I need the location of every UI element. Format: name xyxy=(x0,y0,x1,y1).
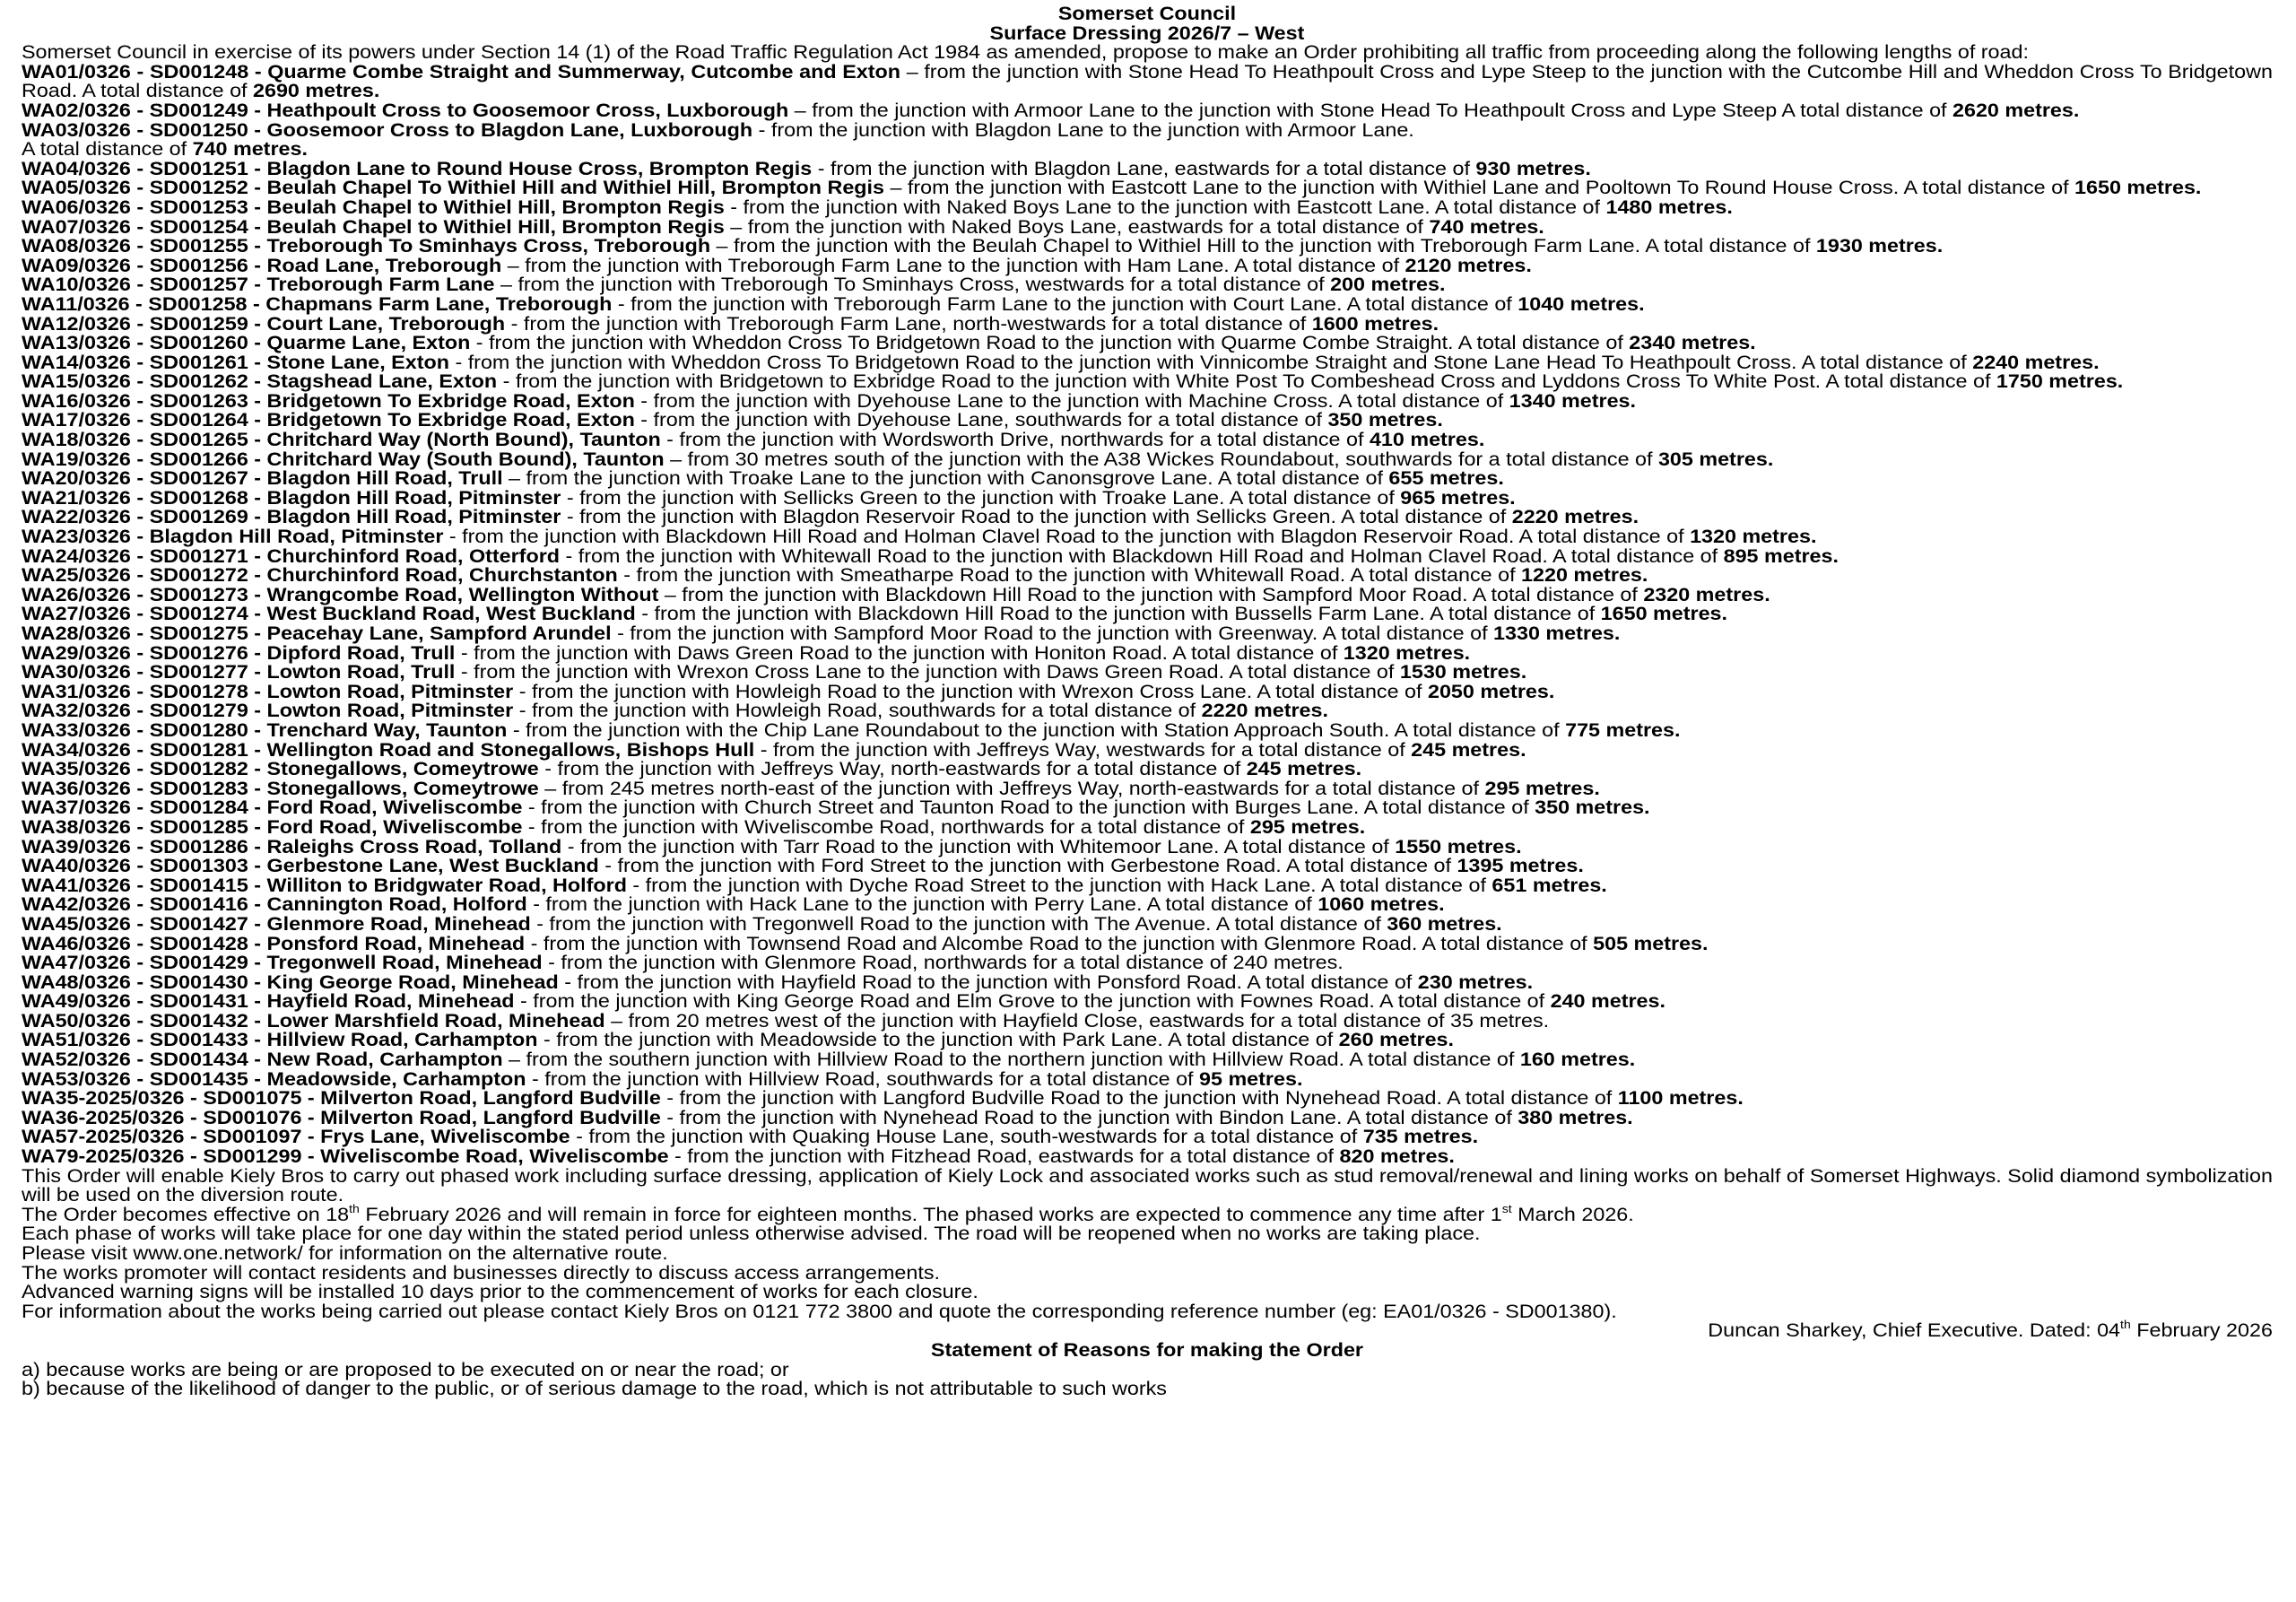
closure-distance: 350 metres xyxy=(1327,408,1438,431)
closure-distance: 1340 metres xyxy=(1509,388,1631,412)
closure-end-punctuation: . xyxy=(1726,195,1733,218)
closure-reference: WA51/0326 - SD001433 - Hillview Road, Carhampton xyxy=(22,1028,538,1051)
closure-entry xyxy=(22,507,2273,527)
closure-description: - from the junction with Howleigh Road, southwards for a total distance of xyxy=(513,699,1202,722)
closure-end-punctuation: . xyxy=(1750,331,1756,354)
closure-reference: WA40/0326 - SD001303 - Gerbestone Lane, West Buckland xyxy=(22,854,599,877)
closure-description: - from the junction with Church Street and Taunton Road to the junction with Burges Lane. A total distance of xyxy=(522,796,1535,819)
closure-end-punctuation: . xyxy=(1472,1125,1479,1148)
closure-entry xyxy=(22,236,2273,256)
closure-distance: 95 metres xyxy=(1199,1067,1297,1090)
closure-end-punctuation: . xyxy=(1641,563,1648,587)
closure-end-punctuation: . xyxy=(1464,640,1471,664)
closure-distance: 1550 metres xyxy=(1395,834,1517,858)
closure-entry xyxy=(22,449,2273,469)
closure-reference: WA15/0326 - SD001262 - Stagshead Lane, Exton xyxy=(22,370,498,393)
closure-distance: 410 metres xyxy=(1369,428,1479,451)
closure-reference: WA33/0326 - SD001280 - Trenchard Way, Taunton xyxy=(22,718,508,741)
closure-distance: 2220 metres xyxy=(1201,699,1323,722)
closure-description: - from the junction with Naked Boys Lane to the junction with Eastcott Lane. A total distance of xyxy=(724,195,1606,218)
closure-distance: 930 metres xyxy=(1475,156,1586,179)
closure-description: - from the junction with Daws Green Road to the junction with Honiton Road. A total distance of xyxy=(455,640,1344,664)
closure-entry xyxy=(22,911,2273,935)
closure-entry xyxy=(22,1088,2273,1108)
signature-line xyxy=(22,1320,2273,1340)
closure-description: - from the junction with Wheddon Cross To Bridgetown Road to the junction with Quarme Combe Straight. A total distance of xyxy=(470,331,1630,354)
reasons-heading: Statement of Reasons for making the Order xyxy=(930,1337,1364,1361)
closure-entry xyxy=(22,214,2273,238)
closure-end-punctuation: . xyxy=(2117,370,2124,393)
closure-entry xyxy=(22,294,2273,314)
closure-description: - from the junction with Jeffreys Way, westwards for a total distance of xyxy=(754,737,1412,761)
closure-distance: 1100 metres xyxy=(1617,1086,1738,1110)
closure-entry xyxy=(22,485,2273,509)
closure-distance: 1930 metres xyxy=(1815,234,1937,257)
closure-entry xyxy=(22,311,2273,335)
closure-distance: 245 metres xyxy=(1246,757,1356,780)
closure-description: - from the junction with Wiveliscombe Road, northwards for a total distance of xyxy=(522,814,1250,838)
effective-sup-2: st xyxy=(1501,1201,1512,1215)
closure-distance: 1220 metres xyxy=(1521,563,1642,587)
closure-distance: 295 metres xyxy=(1484,776,1595,799)
closure-description: - from the junction with Hack Lane to the junction with Perry Lane. A total distance of xyxy=(526,892,1318,916)
closure-entry xyxy=(22,759,2273,779)
closure-reference: WA18/0326 - SD001265 - Chritchard Way (North Bound), Taunton xyxy=(22,428,661,451)
closure-reference: WA23/0326 - Blagdon Hill Road, Pitminster xyxy=(22,525,444,548)
closure-end-punctuation: . xyxy=(1516,834,1522,858)
closure-end-punctuation: . xyxy=(1509,485,1516,509)
closure-description: - from the junction with Meadowside to the junction with Park Lane. A total distance of xyxy=(537,1028,1339,1051)
closure-description: – from 30 metres south of the junction with the A38 Wickes Roundabout, southwards for a total distance of xyxy=(664,447,1658,470)
closure-description: – from the junction with Stone Head To Heathpoult Cross and Lype Steep to the junction with the Cutcombe Hill and Wheddon Cross To Bridgetown Road. A total distance of xyxy=(22,59,2273,102)
contact-paragraph: For information about the works being carried out please contact Kiely Bros on 0121 772 3800 and quote the corresponding reference number (eg: EA01/0326 - SD001380). xyxy=(22,1299,1617,1322)
closure-distance: 820 metres xyxy=(1339,1145,1449,1168)
closure-entry xyxy=(22,59,2273,102)
closure-entry xyxy=(22,797,2273,817)
closure-end-punctuation: . xyxy=(1496,911,1502,935)
closure-entry xyxy=(22,834,2273,858)
closure-reference: WA35-2025/0326 - SD001075 - Milverton Road, Langford Budville xyxy=(22,1086,661,1110)
closure-distance: 895 metres xyxy=(1723,544,1833,567)
visit-paragraph: Please visit www.one.network/ for information on the alternative route. xyxy=(22,1241,668,1264)
closure-entry xyxy=(22,468,2273,488)
closure-end-punctuation: . xyxy=(1432,311,1439,335)
closure-end-punctuation: . xyxy=(1439,892,1445,916)
closure-distance: 651 metres xyxy=(1492,873,1602,896)
closure-entry xyxy=(22,546,2273,566)
closure-end-punctuation: . xyxy=(1538,214,1544,238)
closure-description: – from the junction with Troake Lane to the junction with Canonsgrove Lane. A total distance of xyxy=(502,466,1389,490)
closure-entry xyxy=(22,894,2273,914)
closure-entry xyxy=(22,350,2273,373)
closure-entry xyxy=(22,931,2273,954)
closure-reference: WA05/0326 - SD001252 - Beulah Chapel To Withiel Hill and Withiel Hill, Brompton Regis xyxy=(22,176,884,199)
closure-distance: 380 metres xyxy=(1518,1105,1628,1128)
closure-end-punctuation: . xyxy=(1498,466,1504,490)
closure-distance: 2240 metres xyxy=(1972,350,2094,373)
closure-distance: 295 metres xyxy=(1249,814,1360,838)
closure-reference: WA52/0326 - SD001434 - New Road, Carhampton xyxy=(22,1048,503,1071)
closure-entry xyxy=(22,720,2273,740)
signs-paragraph: Advanced warning signs will be installed 10 days prior to the commencement of works for each closure. xyxy=(22,1280,978,1303)
closure-description: - from the junction with Wrexon Cross Lane to the junction with Daws Green Road. A total distance of xyxy=(455,660,1400,683)
effective-text-a: The Order becomes effective on 18 xyxy=(22,1202,350,1225)
closure-end-punctuation: . xyxy=(1639,292,1645,315)
closure-description: – from the junction with the Beulah Chapel to Withiel Hill to the junction with Treborough Farm Lane. A total distance of xyxy=(710,234,1816,257)
closure-reference: WA53/0326 - SD001435 - Meadowside, Carhampton xyxy=(22,1067,526,1090)
effective-sup-1: th xyxy=(349,1201,360,1215)
closure-reference: WA50/0326 - SD001432 - Lower Marshfield Road, Minehead xyxy=(22,1008,605,1032)
closure-reference: WA30/0326 - SD001277 - Lowton Road, Trull xyxy=(22,660,456,683)
closure-description: - from the junction with Dyche Road Street to the junction with Hack Lane. A total distance of xyxy=(626,873,1492,896)
closure-distance: 1040 metres xyxy=(1518,292,1639,315)
closure-distance: 740 metres xyxy=(192,137,302,161)
closure-entry xyxy=(22,875,2273,895)
closure-description: - from the junction with King George Road and Elm Grove to the junction with Fownes Road. A total distance of xyxy=(514,989,1551,1013)
closure-entry xyxy=(22,1105,2273,1128)
closure-reference: WA79-2025/0326 - SD001299 - Wiveliscombe Road, Wiveliscombe xyxy=(22,1145,669,1168)
closure-entry xyxy=(22,100,2273,120)
closure-description: - from the junction with Blagdon Lane, eastwards for a total distance of xyxy=(812,156,1476,179)
closure-distance: 2220 metres xyxy=(1511,505,1633,528)
closure-entry xyxy=(22,274,2273,294)
closure-end-punctuation: . xyxy=(1601,873,1607,896)
closure-end-punctuation: . xyxy=(1585,156,1591,179)
closure-distance: 2120 metres xyxy=(1405,253,1526,276)
closure-end-punctuation: . xyxy=(1936,234,1944,257)
closure-description: - from the junction with Sellicks Green to the junction with Troake Lane. A total distance of xyxy=(561,485,1401,509)
closure-distance: 1750 metres xyxy=(1996,370,2118,393)
closure-reference: WA07/0326 - SD001254 - Beulah Chapel to Withiel Hill, Brompton Regis xyxy=(22,214,725,238)
closure-description: – from the southern junction with Hillview Road to the northern junction with Hillview Road. A total distance of xyxy=(502,1048,1520,1071)
closure-reference: WA36-2025/0326 - SD001076 - Milverton Road, Langford Budville xyxy=(22,1105,661,1128)
closure-distance: 1330 metres xyxy=(1493,622,1614,644)
closure-distance: 1320 metres xyxy=(1690,525,1811,548)
closure-distance: 160 metres xyxy=(1519,1048,1630,1071)
closure-reference: WA13/0326 - SD001260 - Quarme Lane, Exton xyxy=(22,331,471,354)
closure-end-punctuation: . xyxy=(1613,622,1621,644)
closure-description: - from the junction with Bridgetown to Exbridge Road to the junction with White Post To Combeshead Cross and Lyddons Cross To White Post. A total distance of xyxy=(497,370,1996,393)
closure-entry xyxy=(22,388,2273,412)
closure-entry xyxy=(22,1127,2273,1146)
closure-entry xyxy=(22,371,2273,391)
closure-end-punctuation: . xyxy=(1578,854,1584,877)
closure-entry xyxy=(22,582,2273,605)
closure-end-punctuation: . xyxy=(301,137,308,161)
promoter-paragraph: The works promoter will contact residents and businesses directly to discuss access arrangements. xyxy=(22,1260,940,1284)
closure-distance: 2050 metres xyxy=(1427,679,1549,702)
closure-distance: 230 metres xyxy=(1417,970,1527,993)
closure-reference: WA46/0326 - SD001428 - Ponsford Road, Minehead xyxy=(22,931,526,954)
notice-title: Surface Dressing 2026/7 – West xyxy=(989,21,1305,44)
closure-reference: WA37/0326 - SD001284 - Ford Road, Wiveliscombe xyxy=(22,796,523,819)
closure-end-punctuation: . xyxy=(1630,388,1637,412)
closure-description: – from 20 metres west of the junction with Hayfield Close, eastwards for a total distance of 35 metres. xyxy=(604,1008,1550,1032)
closure-distance: 1650 metres xyxy=(2074,176,2196,199)
closure-reference: WA29/0326 - SD001276 - Dipford Road, Trull xyxy=(22,640,456,664)
closure-entry xyxy=(22,972,2273,992)
closure-reference: WA03/0326 - SD001250 - Goosemoor Cross to Blagdon Lane, Luxborough xyxy=(22,118,753,141)
closure-description: - from the junction with Blagdon Lane to the junction with Armoor Lane. A total distance of xyxy=(22,118,1414,161)
reason-a: a) because works are being or are proposed to be executed on or near the road; or xyxy=(22,1357,789,1380)
closure-description: - from the junction with Quaking House Lane, south-westwards for a total distance of xyxy=(570,1125,1363,1148)
closure-description: – from the junction with Treborough To Sminhays Cross, westwards for a total distance of xyxy=(494,273,1331,296)
closure-reference: WA27/0326 - SD001274 - West Buckland Road, West Buckland xyxy=(22,602,636,625)
closure-reference: WA04/0326 - SD001251 - Blagdon Lane to Round House Cross, Brompton Regis xyxy=(22,156,813,179)
closure-description: - from the junction with Wordsworth Drive, northwards for a total distance of xyxy=(660,428,1370,451)
closure-end-punctuation: . xyxy=(1767,447,1774,470)
closure-entry xyxy=(22,701,2273,720)
closure-distance: 740 metres xyxy=(1429,214,1539,238)
signature-text-a: Duncan Sharkey, Chief Executive. Dated: 04 xyxy=(1708,1319,2121,1342)
closure-description: - from the junction with Howleigh Road to the junction with Wrexon Cross Lane. A total distance of xyxy=(513,679,1428,702)
closure-reference: WA34/0326 - SD001281 - Wellington Road and Stonegallows, Bishops Hull xyxy=(22,737,755,761)
closure-end-punctuation: . xyxy=(1548,679,1555,702)
closure-entry xyxy=(22,410,2273,430)
closure-end-punctuation: . xyxy=(1448,1028,1455,1051)
closure-entry xyxy=(22,662,2273,682)
closure-reference: WA39/0326 - SD001286 - Raleighs Cross Road, Tolland xyxy=(22,834,562,858)
closure-reference: WA06/0326 - SD001253 - Beulah Chapel to Withiel Hill, Brompton Regis xyxy=(22,195,725,218)
closure-description: - from the junction with Tarr Road to the junction with Whitemoor Lane. A total distance of xyxy=(561,834,1396,858)
closure-reference: WA10/0326 - SD001257 - Treborough Farm Lane xyxy=(22,273,495,296)
closure-end-punctuation: . xyxy=(2195,176,2202,199)
closure-description: - from the junction with Sampford Moor Road to the junction with Greenway. A total distance of xyxy=(611,622,1494,644)
closure-entry xyxy=(22,776,2273,799)
closure-distance: 1650 metres xyxy=(1600,602,1722,625)
closure-distance: 1600 metres xyxy=(1311,311,1433,335)
closure-description: - from the junction with Ford Street to the junction with Gerbestone Road. A total distance of xyxy=(598,854,1457,877)
closure-end-punctuation: . xyxy=(1764,582,1770,605)
closure-reference: WA17/0326 - SD001264 - Bridgetown To Exbridge Road, Exton xyxy=(22,408,635,431)
closure-description: - from the junction with Jeffreys Way, north-eastwards for a total distance of xyxy=(538,757,1247,780)
closure-entry xyxy=(22,953,2273,972)
closure-distance: 1320 metres xyxy=(1343,640,1465,664)
effective-paragraph xyxy=(22,1201,2273,1225)
closure-entry xyxy=(22,679,2273,702)
closure-end-punctuation: . xyxy=(2073,98,2080,121)
closure-description: – from the junction with Naked Boys Lane, eastwards for a total distance of xyxy=(724,214,1430,238)
closure-end-punctuation: . xyxy=(1359,814,1366,838)
closure-distance: 240 metres xyxy=(1550,989,1660,1013)
closure-distance: 350 metres xyxy=(1535,796,1645,819)
closure-reference: WA12/0326 - SD001259 - Court Lane, Treborough xyxy=(22,311,506,335)
closure-entry xyxy=(22,856,2273,875)
closure-end-punctuation: . xyxy=(1659,989,1665,1013)
phase-paragraph: Each phase of works will take place for one day within the stated period unless otherwise advised. The road will be reopened when no works are taking place. xyxy=(22,1222,1481,1245)
signature-sup: th xyxy=(2120,1318,2131,1332)
closure-distance: 1395 metres xyxy=(1457,854,1578,877)
closure-end-punctuation: . xyxy=(1627,1105,1633,1128)
closure-distance: 2620 metres xyxy=(1952,98,2074,121)
closure-entry xyxy=(22,120,2273,159)
closure-entry xyxy=(22,640,2273,664)
closure-distance: 965 metres xyxy=(1400,485,1510,509)
closure-reference: WA45/0326 - SD001427 - Glenmore Road, Minehead xyxy=(22,911,531,935)
closure-end-punctuation: . xyxy=(1721,602,1728,625)
closure-entry xyxy=(22,814,2273,838)
closure-description: - from the junction with Blagdon Reservoir Road to the junction with Sellicks Green. A total distance of xyxy=(561,505,1512,528)
closure-description: - from the junction with Nynehead Road to the junction with Bindon Lane. A total distance of xyxy=(660,1105,1518,1128)
closure-description: - from the junction with Dyehouse Lane to the junction with Machine Cross. A total distance of xyxy=(634,388,1509,412)
closure-description: - from the junction with Dyehouse Lane, southwards for a total distance of xyxy=(634,408,1328,431)
kiely-paragraph: This Order will enable Kiely Bros to carry out phased work including surface dressing, application of Kiely Lock and associated works such as stud removal/renewal and lining works on behalf of Somerset Highways. Solid diamond symbolization will be used on the diversion route. xyxy=(22,1163,2273,1206)
closure-distance: 1480 metres xyxy=(1605,195,1727,218)
closure-description: - from the junction with Langford Budville Road to the junction with Nynehead Road. A total distance of xyxy=(660,1086,1618,1110)
closure-reference: WA47/0326 - SD001429 - Tregonwell Road, Minehead xyxy=(22,951,543,974)
closure-entry xyxy=(22,623,2273,643)
closure-description: - from the junction with Blackdown Hill Road and Holman Clavel Road to the junction with Blagdon Reservoir Road. A total distance of xyxy=(443,525,1691,548)
closure-reference: WA09/0326 - SD001256 - Road Lane, Treborough xyxy=(22,253,502,276)
closure-reference: WA21/0326 - SD001268 - Blagdon Hill Road, Pitminster xyxy=(22,485,561,509)
closure-reference: WA36/0326 - SD001283 - Stonegallows, Comeytrowe xyxy=(22,776,539,799)
closure-reference: WA48/0326 - SD001430 - King George Road, Minehead xyxy=(22,970,559,993)
closure-reference: WA42/0326 - SD001416 - Cannington Road, Holford xyxy=(22,892,527,916)
closure-description: - from the junction with Whitewall Road to the junction with Blackdown Hill Road and Holman Clavel Road. A total distance of xyxy=(560,544,1724,567)
closure-reference: WA11/0326 - SD001258 - Chapmans Farm Lane, Treborough xyxy=(22,292,613,315)
closure-end-punctuation: . xyxy=(1629,1048,1636,1071)
closure-entry xyxy=(22,527,2273,546)
closure-entry xyxy=(22,991,2273,1011)
closure-reference: WA57-2025/0326 - SD001097 - Frys Lane, Wiveliscombe xyxy=(22,1125,570,1148)
effective-text-b: February 2026 and will remain in force for eighteen months. The phased works are expected to commence any time after 1 xyxy=(359,1202,1502,1225)
intro-paragraph: Somerset Council in exercise of its powers under Section 14 (1) of the Road Traffic Regulation Act 1984 as amended, propose to make an Order prohibiting all traffic from proceeding along the following lengths of road: xyxy=(22,40,2029,64)
closure-end-punctuation: . xyxy=(1478,428,1485,451)
reason-b: b) because of the likelihood of danger to the public, or of serious damage to the road, which is not attributable to such works xyxy=(22,1377,1167,1400)
closure-end-punctuation: . xyxy=(1674,718,1681,741)
closure-reference: WA22/0326 - SD001269 - Blagdon Hill Road, Pitminster xyxy=(22,505,561,528)
closure-distance: 260 metres xyxy=(1338,1028,1448,1051)
closure-description: - from the junction with Treborough Farm Lane to the junction with Court Lane. A total distance of xyxy=(612,292,1518,315)
closure-reference: WA25/0326 - SD001272 - Churchinford Road, Churchstanton xyxy=(22,563,618,587)
closure-distance: 245 metres xyxy=(1411,737,1521,761)
closure-description: - from the junction with Tregonwell Road to the junction with The Avenue. A total distance of xyxy=(530,911,1387,935)
closure-reference: WA24/0326 - SD001271 - Churchinford Road, Otterford xyxy=(22,544,561,567)
closure-description: – from the junction with Blackdown Hill Road to the junction with Sampford Moor Road. A total distance of xyxy=(658,582,1644,605)
closure-reference: WA38/0326 - SD001285 - Ford Road, Wiveliscombe xyxy=(22,814,523,838)
closure-end-punctuation: . xyxy=(1632,505,1639,528)
closure-entry xyxy=(22,1069,2273,1089)
closure-description: - from the junction with Townsend Road and Alcombe Road to the junction with Glenmore Road. A total distance of xyxy=(525,931,1594,954)
closure-reference: WA26/0326 - SD001273 - Wrangcombe Road, Wellington Without xyxy=(22,582,659,605)
closure-distance: 200 metres xyxy=(1330,273,1439,296)
closure-description: - from the junction with Blackdown Hill Road to the junction with Bussells Farm Lane. A total distance of xyxy=(635,602,1601,625)
closure-description: - from the junction with Hillview Road, southwards for a total distance of xyxy=(526,1067,1200,1090)
closure-description: - from the junction with Fitzhead Road, eastwards for a total distance of xyxy=(668,1145,1340,1168)
closure-distance: 2320 metres xyxy=(1643,582,1765,605)
closure-reference: WA35/0326 - SD001282 - Stonegallows, Comeytrowe xyxy=(22,757,539,780)
closure-distance: 505 metres xyxy=(1593,931,1703,954)
closure-end-punctuation: . xyxy=(1439,273,1446,296)
closure-end-punctuation: . xyxy=(1526,253,1532,276)
closure-distance: 655 metres xyxy=(1388,466,1499,490)
closure-entry xyxy=(22,156,2273,179)
closure-entry xyxy=(22,1030,2273,1049)
closure-entry xyxy=(22,430,2273,449)
closure-entry xyxy=(22,1008,2273,1032)
closure-entry xyxy=(22,565,2273,585)
closure-entry xyxy=(22,1146,2273,1166)
closure-reference: WA49/0326 - SD001431 - Hayfield Road, Minehead xyxy=(22,989,515,1013)
closure-reference: WA31/0326 - SD001278 - Lowton Road, Pitminster xyxy=(22,679,514,702)
closure-description: - from the junction with Smeatharpe Road to the junction with Whitewall Road. A total distance of xyxy=(617,563,1522,587)
closure-entry xyxy=(22,253,2273,276)
closure-entry xyxy=(22,333,2273,353)
closure-end-punctuation: . xyxy=(1520,660,1527,683)
closure-description: – from the junction with Eastcott Lane to the junction with Withiel Lane and Pooltown To Round House Cross. A total distance of xyxy=(883,176,2075,199)
closure-reference: WA14/0326 - SD001261 - Stone Lane, Exton xyxy=(22,350,449,373)
closure-entry xyxy=(22,737,2273,761)
closure-distance: 360 metres xyxy=(1387,911,1497,935)
closure-end-punctuation: . xyxy=(2093,350,2100,373)
closure-end-punctuation: . xyxy=(1437,408,1443,431)
closure-distance: 735 metres xyxy=(1362,1125,1473,1148)
closure-reference: WA28/0326 - SD001275 - Peacehay Lane, Sampford Arundel xyxy=(22,622,612,644)
closure-entry xyxy=(22,197,2273,217)
closure-distance: 2690 metres xyxy=(253,79,374,102)
closure-end-punctuation: . xyxy=(1644,796,1650,819)
closure-entry xyxy=(22,178,2273,197)
closure-end-punctuation: . xyxy=(1520,737,1526,761)
closure-distance: 1060 metres xyxy=(1318,892,1439,916)
closure-reference: WA20/0326 - SD001267 - Blagdon Hill Road, Trull xyxy=(22,466,503,490)
closure-description: - from the junction with the Chip Lane Roundabout to the junction with Station Approach South. A total distance of xyxy=(507,718,1566,741)
council-name: Somerset Council xyxy=(1057,2,1237,24)
closure-end-punctuation: . xyxy=(373,79,380,102)
closure-description: - from the junction with Hayfield Road to the junction with Ponsford Road. A total distance of xyxy=(558,970,1418,993)
closure-end-punctuation: . xyxy=(1322,699,1328,722)
closure-end-punctuation: . xyxy=(1810,525,1817,548)
closure-description: – from the junction with Treborough Farm Lane to the junction with Ham Lane. A total distance of xyxy=(501,253,1405,276)
notice-document xyxy=(22,4,2273,1398)
effective-text-c: March 2026. xyxy=(1511,1202,1634,1225)
closure-distance: 2340 metres xyxy=(1629,331,1751,354)
closure-end-punctuation: . xyxy=(1702,931,1709,954)
closure-end-punctuation: . xyxy=(1737,1086,1744,1110)
closure-distance: 775 metres xyxy=(1565,718,1675,741)
closure-end-punctuation: . xyxy=(1832,544,1839,567)
closure-entry xyxy=(22,604,2273,623)
closure-description: - from the junction with Glenmore Road, northwards for a total distance of 240 metres. xyxy=(542,951,1344,974)
closure-reference: WA02/0326 - SD001249 - Heathpoult Cross to Goosemoor Cross, Luxborough xyxy=(22,98,789,121)
closure-reference: WA16/0326 - SD001263 - Bridgetown To Exbridge Road, Exton xyxy=(22,388,635,412)
closure-description: – from 245 metres north-east of the junction with Jeffreys Way, north-eastwards for a total distance of xyxy=(538,776,1485,799)
closure-distance: 305 metres xyxy=(1657,447,1768,470)
closure-end-punctuation: . xyxy=(1526,970,1534,993)
closure-description: - from the junction with Treborough Farm Lane, north-westwards for a total distance of xyxy=(505,311,1312,335)
closure-description: - from the junction with Wheddon Cross To Bridgetown Road to the junction with Vinnicombe Straight and Stone Lane Head To Heathpoult Cross. A total distance of xyxy=(448,350,1973,373)
closure-reference: WA01/0326 - SD001248 - Quarme Combe Straight and Summerway, Cutcombe and Exton xyxy=(22,59,901,83)
closure-reference: WA08/0326 - SD001255 - Treborough To Sminhays Cross, Treborough xyxy=(22,234,711,257)
closure-reference: WA41/0326 - SD001415 - Williton to Bridgwater Road, Holford xyxy=(22,873,627,896)
closure-reference: WA32/0326 - SD001279 - Lowton Road, Pitminster xyxy=(22,699,514,722)
closure-end-punctuation: . xyxy=(1594,776,1600,799)
signature-text-b: February 2026 xyxy=(2130,1319,2273,1342)
closure-entry xyxy=(22,1049,2273,1069)
closure-description: – from the junction with Armoor Lane to the junction with Stone Head To Heathpoult Cross and Lype Steep A total distance of xyxy=(788,98,1953,121)
closure-end-punctuation: . xyxy=(1296,1067,1303,1090)
closure-distance: 1530 metres xyxy=(1399,660,1521,683)
closure-end-punctuation: . xyxy=(1448,1145,1455,1168)
road-closure-list xyxy=(22,59,2273,1168)
closure-reference: WA19/0326 - SD001266 - Chritchard Way (South Bound), Taunton xyxy=(22,447,665,470)
closure-end-punctuation: . xyxy=(1355,757,1362,780)
